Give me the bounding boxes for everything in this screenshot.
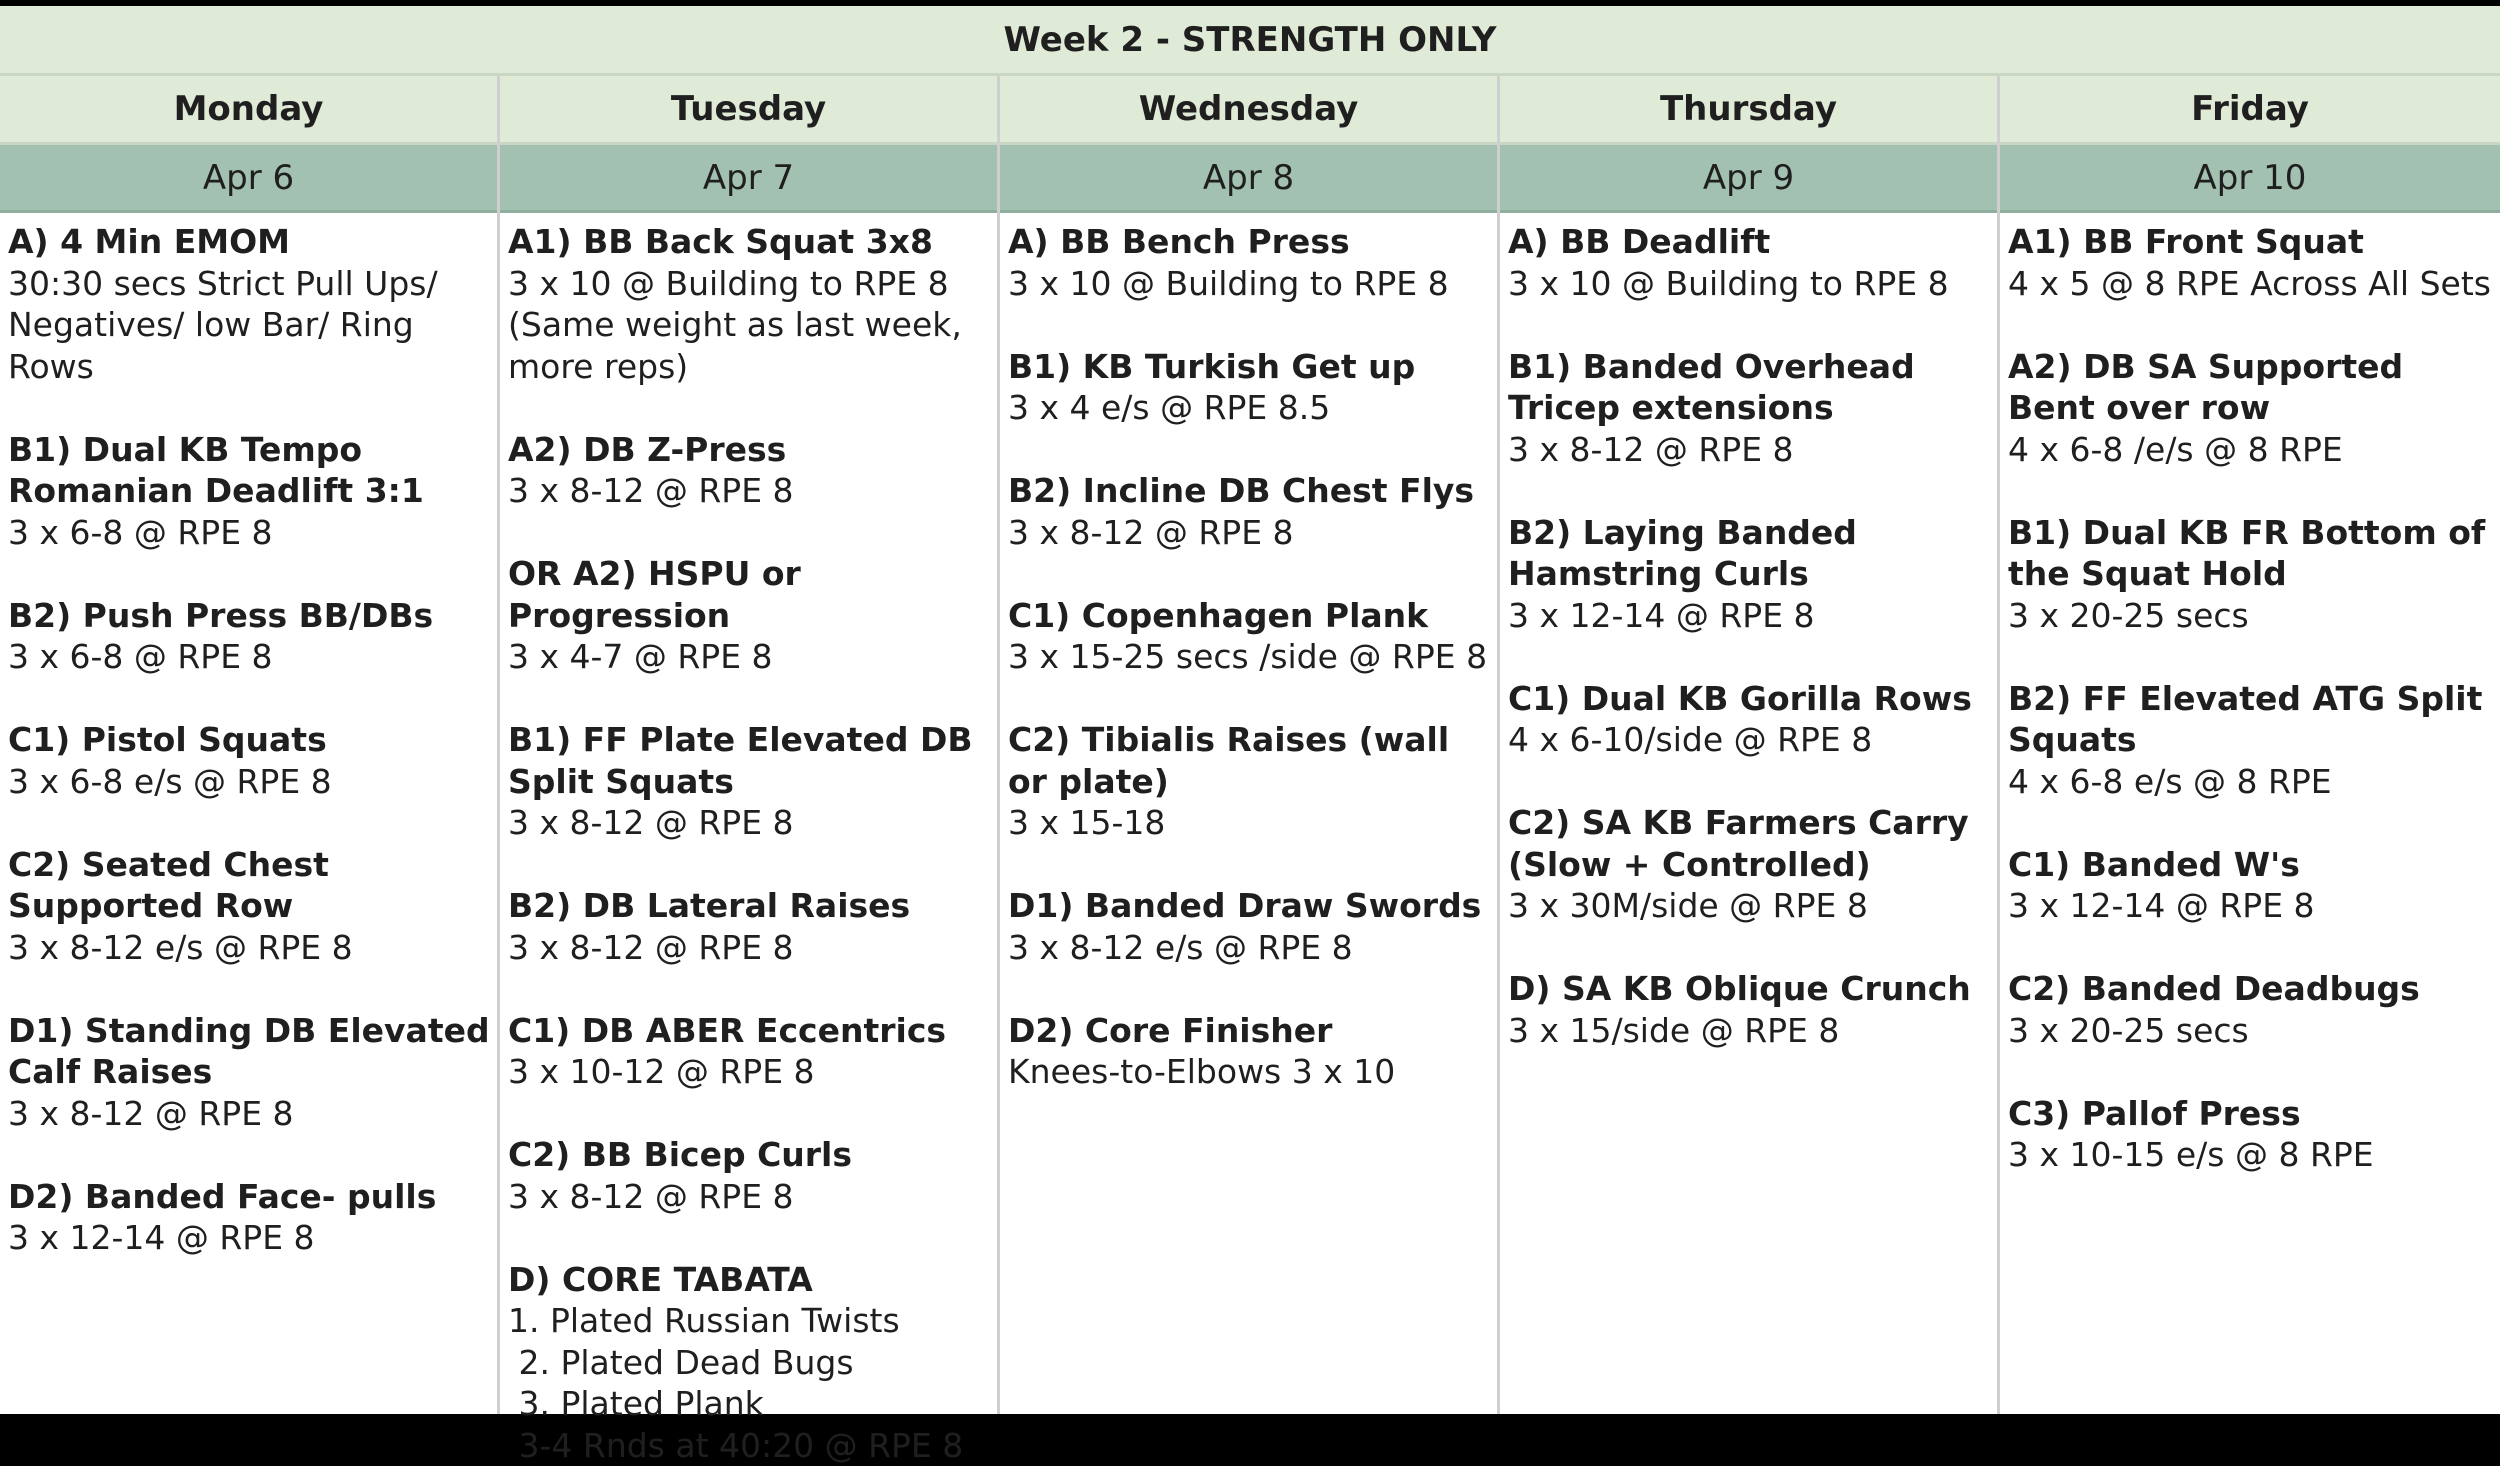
exercise-item <box>8 429 491 554</box>
exercise-detail: 4 x 6-8 /e/s @ 8 RPE <box>2008 429 2494 471</box>
exercise-detail: 3 x 10-15 e/s @ 8 RPE <box>2008 1134 2494 1176</box>
day-column-friday <box>2000 76 2500 1414</box>
exercise-item <box>1008 595 1491 678</box>
exercise-item <box>508 1134 991 1217</box>
exercise-detail: 3 x 12-14 @ RPE 8 <box>1508 595 1991 637</box>
exercise-item <box>2008 221 2494 304</box>
exercise-detail: 3 x 4 e/s @ RPE 8.5 <box>1008 387 1491 429</box>
exercise-item <box>1508 968 1991 1051</box>
day-column-thursday <box>1500 76 2000 1414</box>
exercise-item <box>1508 678 1991 761</box>
exercise-name: A2) DB Z-Press <box>508 429 991 471</box>
exercise-item <box>1508 512 1991 637</box>
exercise-name: C2) SA KB Farmers Carry (Slow + Controlled) <box>1508 802 1991 885</box>
exercise-name: B2) Push Press BB/DBs <box>8 595 491 637</box>
exercise-name: C1) Banded W's <box>2008 844 2494 886</box>
exercise-name: D1) Banded Draw Swords <box>1008 885 1491 927</box>
day-column-wednesday <box>1000 76 1500 1414</box>
exercise-detail: 3 x 6-8 @ RPE 8 <box>8 512 491 554</box>
exercise-item <box>508 429 991 512</box>
exercise-name: A2) DB SA Supported Bent over row <box>2008 346 2494 429</box>
exercise-name: B1) Dual KB Tempo Romanian Deadlift 3:1 <box>8 429 491 512</box>
exercise-name: D2) Banded Face- pulls <box>8 1176 491 1218</box>
exercise-list <box>2000 213 2500 1176</box>
exercise-item <box>8 1010 491 1135</box>
exercise-detail: 3 x 8-12 @ RPE 8 <box>508 927 991 969</box>
exercise-name: C1) DB ABER Eccentrics <box>508 1010 991 1052</box>
exercise-item <box>2008 512 2494 637</box>
exercise-detail: 3 x 8-12 e/s @ RPE 8 <box>8 927 491 969</box>
exercise-item <box>508 1010 991 1093</box>
week-title: Week 2 - STRENGTH ONLY <box>0 6 2500 76</box>
day-header: Friday <box>2000 76 2500 145</box>
exercise-detail: 3 x 6-8 @ RPE 8 <box>8 636 491 678</box>
exercise-item <box>508 221 991 387</box>
exercise-item <box>8 844 491 969</box>
exercise-detail: 3 x 8-12 e/s @ RPE 8 <box>1008 927 1491 969</box>
exercise-name: B1) FF Plate Elevated DB Split Squats <box>508 719 991 802</box>
exercise-list <box>1500 213 1997 1051</box>
exercise-item <box>1508 346 1991 471</box>
exercise-detail: 3 x 10 @ Building to RPE 8 <box>1008 263 1491 305</box>
exercise-item <box>2008 968 2494 1051</box>
exercise-name: B1) KB Turkish Get up <box>1008 346 1491 388</box>
day-header: Thursday <box>1500 76 1997 145</box>
exercise-item <box>1508 221 1991 304</box>
schedule-sheet <box>0 6 2500 1414</box>
exercise-detail: 3 x 8-12 @ RPE 8 <box>1008 512 1491 554</box>
exercise-name: D) CORE TABATA <box>508 1259 991 1301</box>
exercise-detail: 3 x 8-12 @ RPE 8 <box>508 802 991 844</box>
exercise-name: B2) Laying Banded Hamstring Curls <box>1508 512 1991 595</box>
exercise-list <box>0 213 497 1259</box>
exercise-detail: 3 x 15/side @ RPE 8 <box>1508 1010 1991 1052</box>
exercise-item <box>2008 844 2494 927</box>
exercise-detail: 3 x 15-25 secs /side @ RPE 8 <box>1008 636 1491 678</box>
exercise-item <box>1008 719 1491 844</box>
exercise-item <box>2008 346 2494 471</box>
exercise-detail: 3 x 4-7 @ RPE 8 <box>508 636 991 678</box>
exercise-item <box>1508 802 1991 927</box>
exercise-detail: 3 x 20-25 secs <box>2008 1010 2494 1052</box>
exercise-name: C2) Seated Chest Supported Row <box>8 844 491 927</box>
exercise-item <box>2008 678 2494 803</box>
exercise-detail: 3 x 30M/side @ RPE 8 <box>1508 885 1991 927</box>
exercise-detail: 30:30 secs Strict Pull Ups/ Negatives/ low Bar/ Ring Rows <box>8 263 491 388</box>
exercise-detail: 3 x 8-12 @ RPE 8 <box>8 1093 491 1135</box>
exercise-name: B2) FF Elevated ATG Split Squats <box>2008 678 2494 761</box>
exercise-detail: 3 x 6-8 e/s @ RPE 8 <box>8 761 491 803</box>
day-header: Wednesday <box>1000 76 1497 145</box>
exercise-item <box>8 595 491 678</box>
exercise-name: C2) Banded Deadbugs <box>2008 968 2494 1010</box>
exercise-detail: Knees-to-Elbows 3 x 10 <box>1008 1051 1491 1093</box>
exercise-name: C1) Pistol Squats <box>8 719 491 761</box>
exercise-name: C2) Tibialis Raises (wall or plate) <box>1008 719 1491 802</box>
day-column-monday <box>0 76 500 1414</box>
exercise-detail: 1. Plated Russian Twists 2. Plated Dead Bugs 3. Plated Plank 3-4 Rnds at 40:20 @ RPE 8 <box>508 1300 991 1466</box>
exercise-name: B1) Dual KB FR Bottom of the Squat Hold <box>2008 512 2494 595</box>
exercise-name: A1) BB Front Squat <box>2008 221 2494 263</box>
exercise-detail: 3 x 10 @ Building to RPE 8 <box>1508 263 1991 305</box>
exercise-name: B1) Banded Overhead Tricep extensions <box>1508 346 1991 429</box>
exercise-name: A1) BB Back Squat 3x8 <box>508 221 991 263</box>
exercise-list <box>500 213 997 1466</box>
exercise-item <box>1008 885 1491 968</box>
exercise-item <box>1008 470 1491 553</box>
exercise-name: B2) Incline DB Chest Flys <box>1008 470 1491 512</box>
exercise-name: A) 4 Min EMOM <box>8 221 491 263</box>
exercise-detail: 3 x 12-14 @ RPE 8 <box>2008 885 2494 927</box>
day-header: Monday <box>0 76 497 145</box>
exercise-name: OR A2) HSPU or Progression <box>508 553 991 636</box>
exercise-detail: 3 x 8-12 @ RPE 8 <box>508 1176 991 1218</box>
exercise-detail: 4 x 6-10/side @ RPE 8 <box>1508 719 1991 761</box>
exercise-item <box>8 719 491 802</box>
exercise-name: B2) DB Lateral Raises <box>508 885 991 927</box>
date-header: Apr 7 <box>500 145 997 213</box>
day-header: Tuesday <box>500 76 997 145</box>
exercise-item <box>1008 221 1491 304</box>
exercise-detail: 4 x 6-8 e/s @ 8 RPE <box>2008 761 2494 803</box>
exercise-name: C2) BB Bicep Curls <box>508 1134 991 1176</box>
exercise-item <box>1008 346 1491 429</box>
exercise-detail: 3 x 10 @ Building to RPE 8 (Same weight as last week, more reps) <box>508 263 991 388</box>
exercise-detail: 3 x 15-18 <box>1008 802 1491 844</box>
week-grid <box>0 76 2500 1414</box>
date-header: Apr 9 <box>1500 145 1997 213</box>
exercise-detail: 3 x 8-12 @ RPE 8 <box>508 470 991 512</box>
exercise-list <box>1000 213 1497 1093</box>
exercise-detail: 3 x 8-12 @ RPE 8 <box>1508 429 1991 471</box>
exercise-item <box>8 221 491 387</box>
exercise-name: D2) Core Finisher <box>1008 1010 1491 1052</box>
exercise-item <box>508 553 991 678</box>
exercise-item <box>8 1176 491 1259</box>
date-header: Apr 8 <box>1000 145 1497 213</box>
exercise-name: C3) Pallof Press <box>2008 1093 2494 1135</box>
exercise-item <box>2008 1093 2494 1176</box>
exercise-detail: 3 x 12-14 @ RPE 8 <box>8 1217 491 1259</box>
exercise-item <box>508 719 991 844</box>
exercise-detail: 3 x 10-12 @ RPE 8 <box>508 1051 991 1093</box>
exercise-name: A) BB Bench Press <box>1008 221 1491 263</box>
exercise-name: D) SA KB Oblique Crunch <box>1508 968 1991 1010</box>
exercise-name: D1) Standing DB Elevated Calf Raises <box>8 1010 491 1093</box>
date-header: Apr 10 <box>2000 145 2500 213</box>
exercise-name: A) BB Deadlift <box>1508 221 1991 263</box>
exercise-item <box>508 1259 991 1466</box>
exercise-detail: 3 x 20-25 secs <box>2008 595 2494 637</box>
date-header: Apr 6 <box>0 145 497 213</box>
exercise-item <box>508 885 991 968</box>
day-column-tuesday <box>500 76 1000 1414</box>
exercise-item <box>1008 1010 1491 1093</box>
exercise-name: C1) Dual KB Gorilla Rows <box>1508 678 1991 720</box>
exercise-detail: 4 x 5 @ 8 RPE Across All Sets <box>2008 263 2494 305</box>
exercise-name: C1) Copenhagen Plank <box>1008 595 1491 637</box>
